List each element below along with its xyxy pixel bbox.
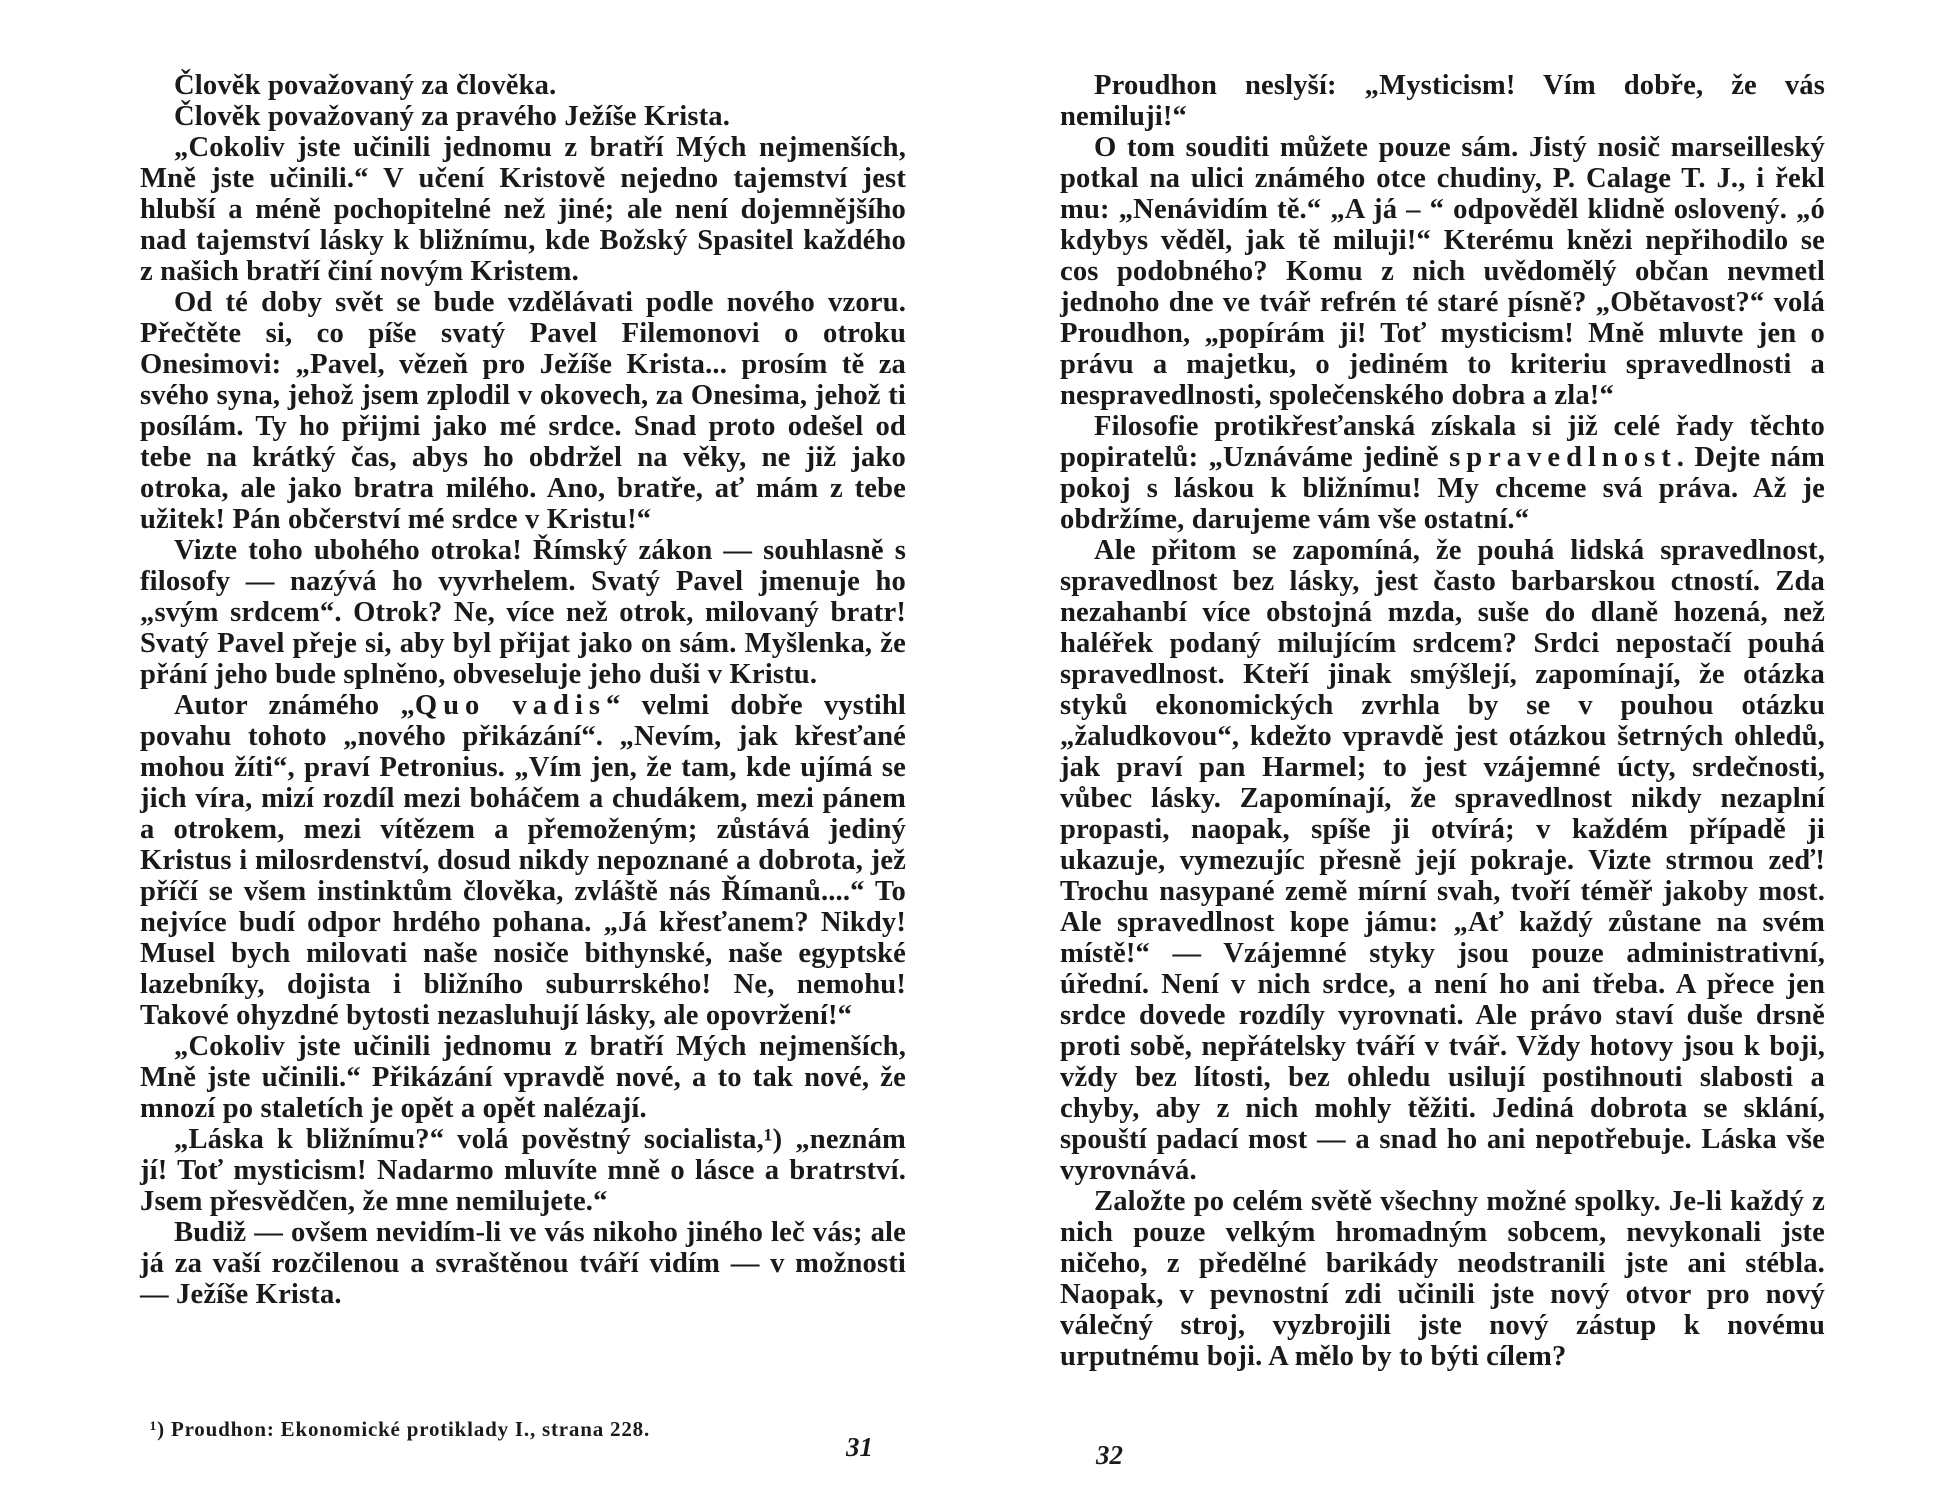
paragraph: Ale přitom se zapomíná, že pouhá lidská spravedlnost, spravedlnost bez lásky, jest často barbarskou ctností. Zda nezahanbí více obstojná mzda, suše do dlaně hozená, než haléřek podaný milujícím srdcem? Srdci nepostačí pouhá spravedlnost. Kteří jinak smýšlejí, zapomínají, že otázka styků ekonomických zvrhla by se v pouhou otázku „žaludkovou“, kdežto vpravdě jest otázkou šetrných ohledů, jak praví pan Harmel; to jest vzájemné úcty, srdečnosti, vůbec lásky. Zapomínají, že spravedlnost nikdy nezaplní propasti, naopak, spíše ji otvírá; v každém případě ji ukazuje, vymezujíc přesně její pokraje. Vizte strmou zeď! Trochu nasypané země mírní svah, tvoří téměř jakoby most. Ale spravedlnost kope jámu: „Ať každý zůstane na svém místě!“ — Vzájemné styky jsou pouze administrativní, úřední. Není v nich srdce, a není ho ani třeba. A přece jen srdce dovede rozdíly vyrovnati. Ale právo staví duše drsně proti sobě, nepřátelsky tváří v tvář. Vždy hotovy jsou k boji, vždy bez lítosti, bez ohledu usilují postihnouti slabosti a chyby, aby z nich mohly těžiti. Jediná dobrota se sklání, spouští padací most — a snad ho ani nepotřebuje. Láska vše vyrovnává.	[1060, 535, 1825, 1186]
page-number-right: 32	[1096, 1440, 1123, 1470]
spaced-title: Quo vadis	[414, 690, 607, 721]
paragraph: Člověk považovaný za člověka.	[174, 70, 557, 101]
paragraph: Od té doby svět se bude vzdělávati podle nového vzoru. Přečtěte si, co píše svatý Pavel Filemonovi o otroku Onesimovi: „Pavel, vězeň pro Ježíše Krista... prosím tě za svého syna, jehož jsem zplodil v okovech, za Onesima, jehož ti posílám. Ty ho přijmi jako mé srdce. Snad proto odešel od tebe na krátký čas, abys ho obdržel na věky, ne již jako otroka, ale jako bratra milého. Ano, bratře, ať mám z tebe užitek! Pán občerství mé srdce v Kristu!“	[140, 287, 906, 535]
text-run: . Dejte nám pokoj s láskou k bližnímu! My chceme svá práva. Až je obdržíme, darujeme vám vše ostatní.“	[1060, 442, 1825, 535]
paragraph	[1060, 411, 1825, 535]
spaced-word: spravedlnost	[1449, 442, 1677, 473]
page-number-left: 31	[846, 1432, 873, 1462]
paragraph: „Láska k bližnímu?“ volá pověstný socialista,¹) „neznám jí! Toť mysticism! Nadarmo mluvíte mně o lásce a bratrství. Jsem přesvědčen, že mne nemilujete.“	[140, 1124, 906, 1217]
footnote: ¹) Proudhon: Ekonomické protiklady I., strana 228.	[150, 1417, 651, 1441]
text-run: “ velmi dobře vystihl povahu tohoto „nového přikázání“. „Nevím, jak křesťané mohou žíti“, praví Petronius. „Vím jen, že tam, kde ujímá se jich víra, mizí rozdíl mezi boháčem a chudákem, mezi pánem a otrokem, mezi vítězem a přemoženým; zůstává jediný Kristus i milosrdenství, dosud nikdy nepoznané a dobrota, jež příčí se všem instinktům člověka, zvláště nás Římanů....“ To nejvíce budí odpor hrdého pohana. „Já křesťanem? Nikdy! Musel bych milovati naše nosiče bithynské, naše egyptské lazebníky, dojista i bližního suburrského! Ne, nemohu! Takové ohyzdné bytosti nezasluhují lásky, ale opovržení!“	[140, 690, 906, 1031]
paragraph: Člověk považovaný za pravého Ježíše Krista.	[174, 101, 731, 132]
paragraph: „Cokoliv jste učinili jednomu z bratří Mých nejmenších, Mně jste učinili.“ Přikázání vpravdě nové, a to tak nové, že mnozí po staletích je opět a opět nalézají.	[140, 1031, 906, 1124]
paragraph: Založte po celém světě všechny možné spolky. Je-li každý z nich pouze velkým hromadným sobcem, nevykonali jste ničeho, z předělné barikády neodstranili jste ani stébla. Naopak, v pevnostní zdi učinili jste nový otvor pro nový válečný stroj, vyzbrojili jste nový zástup k novému urputnému boji. A mělo by to býti cílem?	[1060, 1186, 1825, 1372]
paragraph	[140, 690, 906, 1031]
text-run: Autor známého „	[174, 690, 415, 721]
paragraph: Vizte toho ubohého otroka! Římský zákon — souhlasně s filosofy — nazývá ho vyvrhelem. Svatý Pavel jmenuje ho „svým srdcem“. Otrok? Ne, více než otrok, milovaný bratr! Svatý Pavel přeje si, aby byl přijat jako on sám. Myšlenka, že přání jeho bude splněno, obveseluje jeho duši v Kristu.	[140, 535, 906, 690]
right-page-text	[1060, 70, 1825, 1372]
paragraph: Budiž — ovšem nevidím-li ve vás nikoho jiného leč vás; ale já za vaší rozčilenou a svraštěnou tváří vidím — v možnosti — Ježíše Krista.	[140, 1217, 906, 1310]
left-page-text	[140, 70, 906, 1310]
paragraph: „Cokoliv jste učinili jednomu z bratří Mých nejmenších, Mně jste učinili.“ V učení Kristově nejedno tajemství jest hlubší a méně pochopitelné než jiné; ale není dojemnějšího nad tajemství lásky k bližnímu, kde Božský Spasitel každého z našich bratří činí novým Kristem.	[140, 132, 906, 287]
paragraph: Proudhon neslyší: „Mysticism! Vím dobře, že vás nemiluji!“	[1060, 70, 1825, 132]
text-run: Filosofie protikřesťanská získala si již celé řady těchto popiratelů: „Uznáváme jedině	[1060, 411, 1825, 473]
paragraph: O tom souditi můžete pouze sám. Jistý nosič marseilleský potkal na ulici známého otce chudiny, P. Calage T. J., i řekl mu: „Nenávidím tě.“ „A já – “ odpověděl klidně oslovený. „ó kdybys věděl, jak tě miluji!“ Kterému knězi nepřihodilo se cos podobného? Komu z nich uvědomělý občan nevmetl jednoho dne ve tvář refrén té staré písně? „Obětavost?“ volá Proudhon, „popírám ji! Toť mysticism! Mně mluvte jen o právu a majetku, o jediném to kriteriu spravedlnosti a nespravedlnosti, společenského dobra a zla!“	[1060, 132, 1825, 411]
